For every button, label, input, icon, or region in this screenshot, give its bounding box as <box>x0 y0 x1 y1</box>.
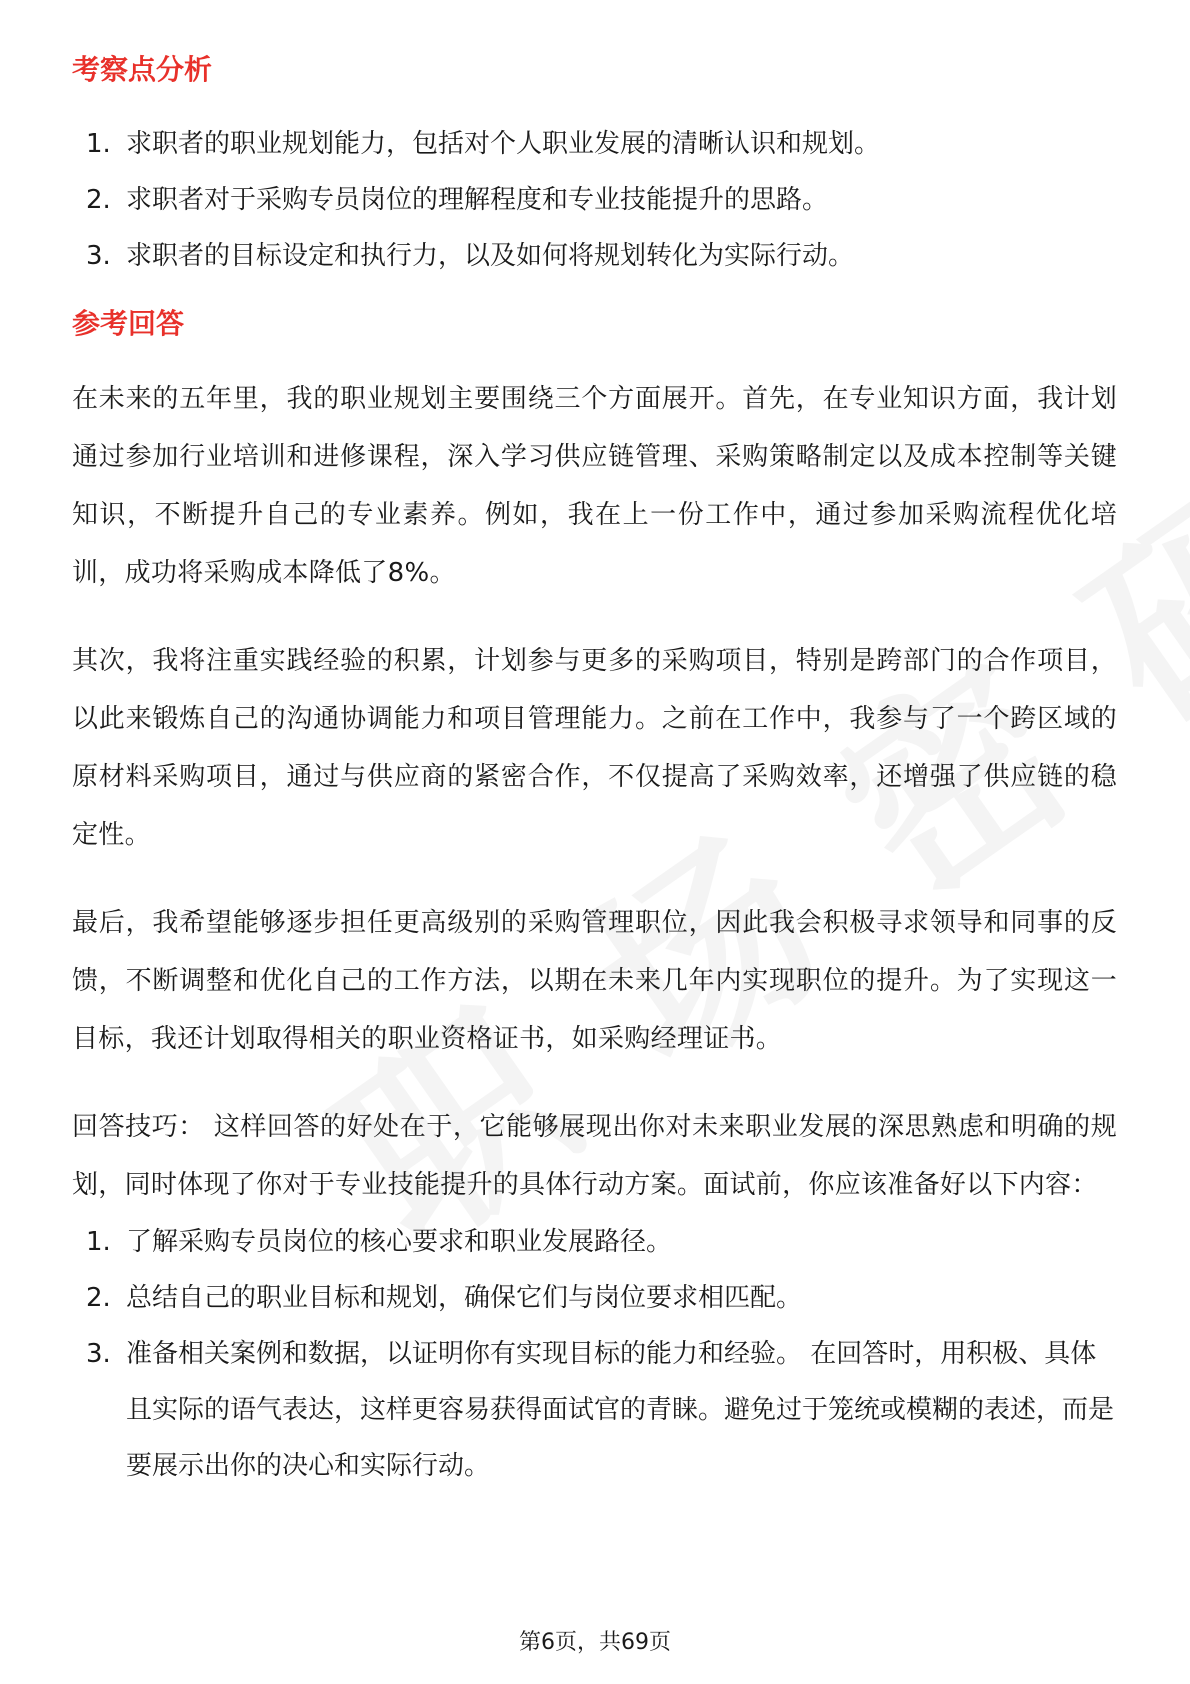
list-number: 2. <box>86 185 111 215</box>
analysis-list <box>72 116 1117 284</box>
list-number: 1. <box>86 129 111 159</box>
page-number-footer: 第6页，共69页 <box>519 1630 671 1655</box>
list-item-text: 了解采购专员岗位的核心要求和职业发展路径。 <box>126 1227 673 1257</box>
section-heading-analysis: 考察点分析 <box>72 53 213 86</box>
answer-tips-paragraph: 回答技巧： 这样回答的好处在于，它能够展现出你对未来职业发展的深思熟虑和明确的规划，同时体现了你对于专业技能提升的具体行动方案。面试前，你应该准备好以下内容： <box>72 1112 1117 1200</box>
list-item-text: 准备相关案例和数据，以证明你有实现目标的能力和经验。 在回答时，用积极、具体且实际的语气表达，这样更容易获得面试官的青睐。避免过于笼统或模糊的表述，而是要展示出你的决心和实际行动。 <box>126 1339 1115 1481</box>
answer-paragraph: 其次，我将注重实践经验的积累，计划参与更多的采购项目，特别是跨部门的合作项目，以此来锻炼自己的沟通协调能力和项目管理能力。之前在工作中，我参与了一个跨区域的原材料采购项目，通过与供应商的紧密合作，不仅提高了采购效率，还增强了供应链的稳定性。 <box>72 646 1117 850</box>
list-item <box>72 1326 1117 1494</box>
list-item <box>72 1270 1117 1326</box>
list-item-text: 总结自己的职业目标和规划，确保它们与岗位要求相匹配。 <box>126 1283 803 1313</box>
list-item-text: 求职者对于采购专员岗位的理解程度和专业技能提升的思路。 <box>126 185 829 215</box>
list-item <box>72 228 1117 284</box>
list-item-text: 求职者的职业规划能力，包括对个人职业发展的清晰认识和规划。 <box>126 129 881 159</box>
list-number: 3. <box>86 1339 111 1369</box>
list-item <box>72 116 1117 172</box>
answer-paragraph: 在未来的五年里，我的职业规划主要围绕三个方面展开。首先，在专业知识方面，我计划通过参加行业培训和进修课程，深入学习供应链管理、采购策略制定以及成本控制等关键知识，不断提升自己的专业素养。例如，我在上一份工作中，通过参加采购流程优化培训，成功将采购成本降低了8%。 <box>72 384 1117 588</box>
list-number: 1. <box>86 1227 111 1257</box>
list-number: 2. <box>86 1283 111 1313</box>
preparation-list <box>72 1214 1117 1494</box>
list-item-text: 求职者的目标设定和执行力，以及如何将规划转化为实际行动。 <box>126 241 855 271</box>
list-number: 3. <box>86 241 111 271</box>
answer-paragraph: 最后，我希望能够逐步担任更高级别的采购管理职位，因此我会积极寻求领导和同事的反馈，不断调整和优化自己的工作方法，以期在未来几年内实现职位的提升。为了实现这一目标，我还计划取得相关的职业资格证书，如采购经理证书。 <box>72 908 1117 1054</box>
section-heading-reference-answer: 参考回答 <box>72 307 185 340</box>
list-item <box>72 1214 1117 1270</box>
list-item <box>72 172 1117 228</box>
page-content <box>72 50 1117 1494</box>
